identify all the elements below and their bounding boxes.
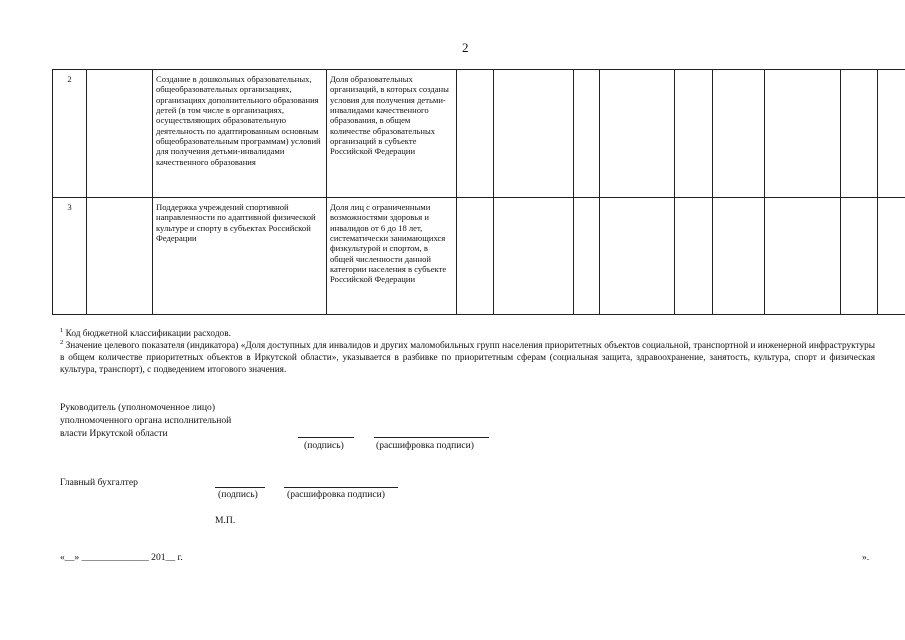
row-number: 2 xyxy=(53,70,87,198)
head-title-line-1: Руководитель (уполномоченное лицо) xyxy=(60,402,216,413)
event-cell: Поддержка учреждений спортивной направленности по адаптивной физической культуре и спорту в субъектах Российской Федерации xyxy=(153,198,327,315)
footnote-1-text: Код бюджетной классификации расходов. xyxy=(65,329,231,340)
accountant-signature-line xyxy=(215,487,265,488)
empty-cell xyxy=(765,70,841,198)
empty-cell xyxy=(494,198,574,315)
empty-cell xyxy=(713,198,765,315)
head-title-line-2: уполномоченного органа исполнительной xyxy=(60,415,232,426)
empty-cell xyxy=(765,198,841,315)
empty-cell xyxy=(457,198,494,315)
chief-accountant-label: Главный бухгалтер xyxy=(60,477,138,488)
footnote-1-mark: 1 xyxy=(60,327,64,334)
empty-cell xyxy=(713,70,765,198)
footnote-2-mark: 2 xyxy=(60,339,64,346)
table-row xyxy=(53,198,905,315)
row-number: 3 xyxy=(53,198,87,315)
empty-cell xyxy=(841,198,878,315)
head-decode-label: (расшифровка подписи) xyxy=(376,440,474,451)
page-number: 2 xyxy=(462,40,469,55)
head-title-line-3: власти Иркутской области xyxy=(60,428,168,439)
empty-cell xyxy=(878,198,905,315)
footnote-2 xyxy=(60,339,875,377)
closing-quote: ». xyxy=(862,552,870,563)
empty-cell xyxy=(600,198,675,315)
empty-cell xyxy=(675,70,713,198)
accountant-decode-line xyxy=(284,487,398,488)
empty-cell xyxy=(841,70,878,198)
indicators-table xyxy=(52,69,905,315)
footnote-2-text: Значение целевого показателя (индикатора) «Доля доступных для инвалидов и других маломобильных групп населения приоритетных объектов социальной, транспортной и инженерной инфраструктуры в общем количестве приоритетных объектов в Иркутской области», указывается в разбивке по приоритетным сферам (социальная защита, здравоохранение, занятость, культура, спорт и физическая культура, транспорт), с подведением итогового значения. xyxy=(60,341,875,375)
event-cell: Создание в дошкольных образовательных, общеобразовательных организациях, организациях дополнительного образования детей (в том числе в организациях, осуществляющих образовательную деятельность по адаптированным основным общеобразовательным программам) условий для получения детьми-инвалидами качественного образования xyxy=(153,70,327,198)
head-signature-line xyxy=(298,437,354,438)
empty-cell xyxy=(457,70,494,198)
table-row xyxy=(53,70,905,198)
empty-cell xyxy=(600,70,675,198)
empty-cell xyxy=(494,70,574,198)
empty-cell xyxy=(574,70,600,198)
indicator-cell: Доля образовательных организаций, в которых созданы условия для получения детьми-инвалидами качественного образования, в общем количестве образовательных организаций в субъекте Российской Федерации xyxy=(327,70,457,198)
empty-cell xyxy=(878,70,905,198)
empty-cell xyxy=(574,198,600,315)
accountant-sign-label: (подпись) xyxy=(218,489,258,500)
head-sign-label: (подпись) xyxy=(304,440,344,451)
empty-cell xyxy=(87,198,153,315)
empty-cell xyxy=(87,70,153,198)
stamp-place: М.П. xyxy=(215,515,236,526)
empty-cell xyxy=(675,198,713,315)
indicator-cell: Доля лиц с ограниченными возможностями здоровья и инвалидов от 6 до 18 лет, систематически занимающихся физкультурой и спортом, в общей численности данной категории населения в субъекте Российской Федерации xyxy=(327,198,457,315)
accountant-decode-label: (расшифровка подписи) xyxy=(287,489,385,500)
head-decode-line xyxy=(374,437,489,438)
date-line: «__» ______________ 201__ г. xyxy=(60,552,183,563)
